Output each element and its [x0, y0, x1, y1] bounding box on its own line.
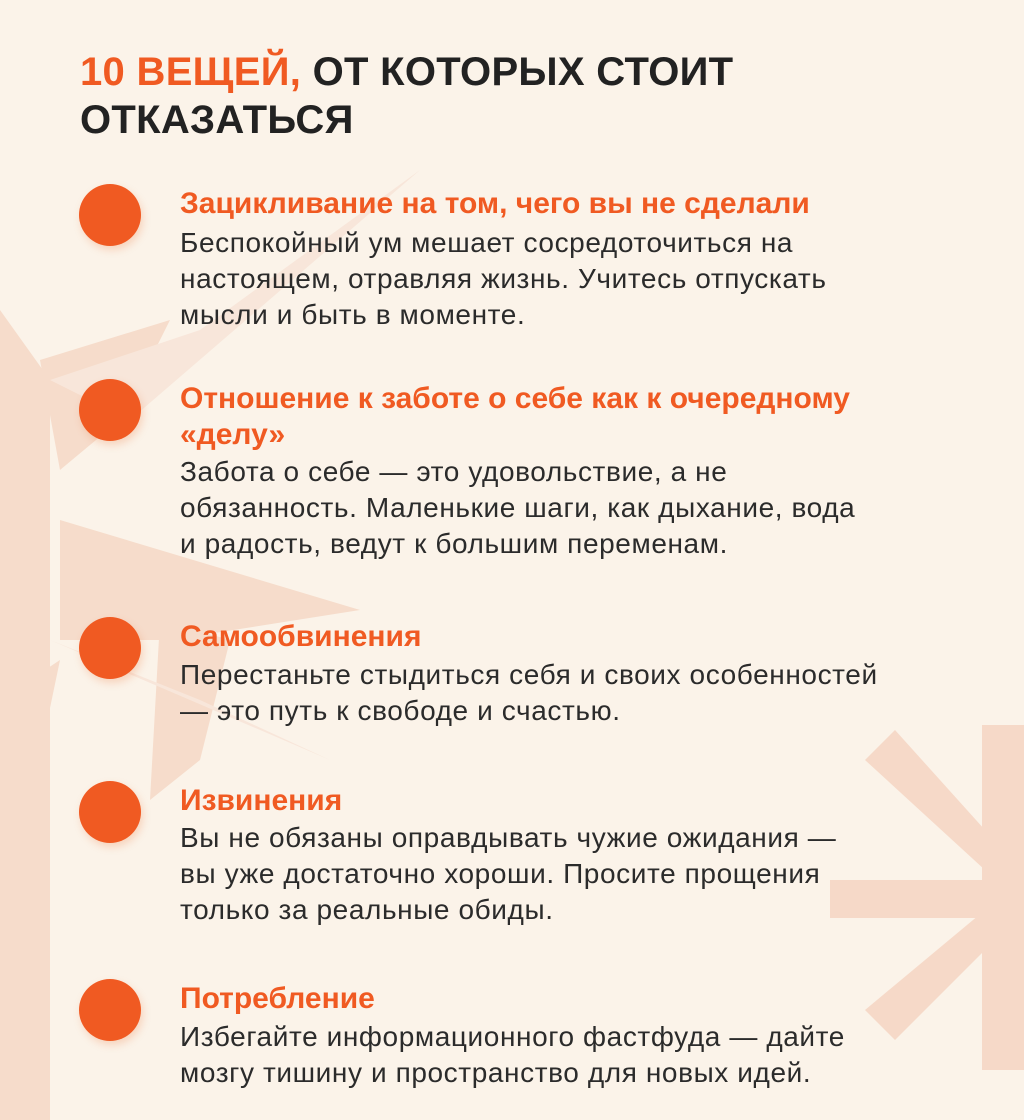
body-line: Избегайте информационного фастфуда — дайте: [180, 1021, 845, 1052]
body-line: настоящем, отравляя жизнь. Учитесь отпускать: [180, 263, 827, 294]
item-body: [180, 820, 836, 928]
item-body: [180, 225, 827, 333]
body-line: Перестаньте стыдиться себя и своих особенностей: [180, 659, 878, 690]
title-rest: ОТ КОТОРЫХ СТОИТ: [301, 50, 734, 94]
body-line: мозгу тишину и пространство для новых идей.: [180, 1057, 812, 1088]
item-body: [180, 454, 855, 562]
item-body: [180, 1019, 845, 1091]
bullet-circle-icon: [79, 184, 141, 246]
bullet-circle-icon: [79, 379, 141, 441]
item-heading: [180, 981, 375, 1017]
body-line: мысли и быть в моменте.: [180, 299, 526, 330]
heading-line: Потребление: [180, 982, 375, 1015]
heading-line: Самообвинения: [180, 620, 422, 653]
item-heading: [180, 186, 810, 222]
heading-line: Извинения: [180, 784, 343, 817]
right-asterisk-shape: [830, 725, 1024, 1070]
body-line: — это путь к свободе и счастью.: [180, 695, 621, 726]
body-line: Беспокойный ум мешает сосредоточиться на: [180, 227, 794, 258]
item-heading: [180, 381, 850, 453]
bullet-circle-icon: [79, 979, 141, 1041]
body-line: Вы не обязаны оправдывать чужие ожидания —: [180, 822, 837, 853]
title-accent: 10 ВЕЩЕЙ,: [80, 50, 302, 94]
heading-line: Отношение к заботе о себе как к очередному: [180, 382, 850, 415]
body-line: только за реальные обиды.: [180, 894, 554, 925]
item-heading: [180, 783, 342, 819]
heading-line: Зацикливание на том, чего вы не сделали: [180, 187, 810, 220]
body-line: Забота о себе — это удовольствие, а не: [180, 456, 728, 487]
item-heading: [180, 619, 421, 655]
page-title: [80, 48, 733, 144]
title-line-2: ОТКАЗАТЬСЯ: [80, 98, 354, 142]
bullet-circle-icon: [79, 617, 141, 679]
item-body: [180, 657, 878, 729]
bullet-circle-icon: [79, 781, 141, 843]
body-line: вы уже достаточно хороши. Просите прощения: [180, 858, 821, 889]
body-line: обязанность. Маленькие шаги, как дыхание, вода: [180, 492, 856, 523]
body-line: и радость, ведут к большим переменам.: [180, 528, 728, 559]
heading-line: «делу»: [180, 418, 286, 451]
